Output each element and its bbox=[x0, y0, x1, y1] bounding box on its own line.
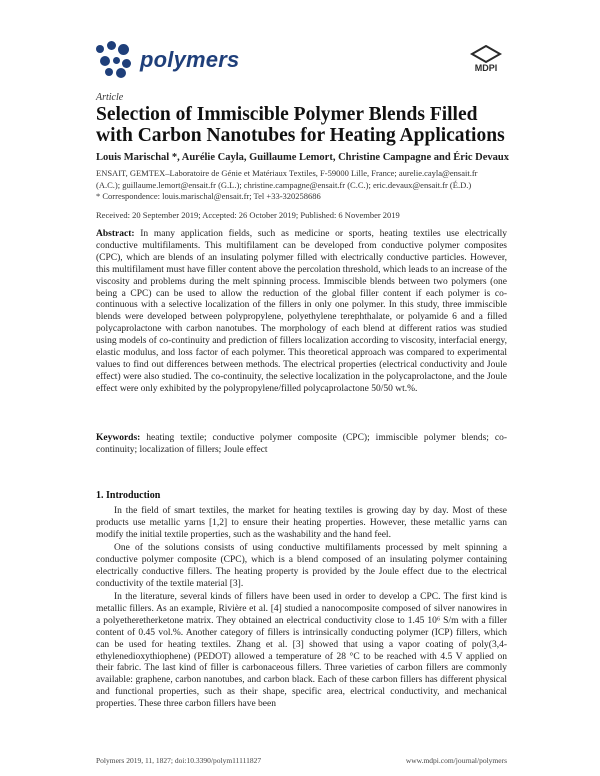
abstract bbox=[96, 229, 507, 396]
page-footer bbox=[96, 756, 507, 765]
article-type: Article bbox=[96, 92, 124, 103]
author-list: Louis Marischal *, Aurélie Cayla, Guillaume Lemort, Christine Campagne and Éric Devaux bbox=[96, 152, 509, 163]
keywords-text: heating textile; conductive polymer composite (CPC); immiscible polymer blends; co-continuity; localization of fillers; Joule effect bbox=[96, 433, 508, 455]
correspondence-line: * Correspondence: louis.marischal@ensait.fr; Tel +33-320258686 bbox=[96, 191, 321, 201]
affiliation-block bbox=[96, 168, 516, 203]
journal-logo bbox=[96, 41, 239, 79]
affiliation-line: ENSAIT, GEMTEX–Laboratoire de Génie et Matériaux Textiles, F-59000 Lille, France; aurelie.cayla@ensait.fr bbox=[96, 168, 478, 178]
body-paragraph: In the field of smart textiles, the market for heating textiles is growing day by day. Most of these products use metallic yarns [1,2] to ensure their heating properties. However, these metallic yarns can modify the initial textile properties, such as the washability and the hand feel. bbox=[96, 506, 507, 540]
mdpi-logo-text: MDPI bbox=[474, 63, 498, 73]
citation: Polymers 2019, 11, 1827; doi:10.3390/polym11111827 bbox=[96, 756, 262, 765]
mdpi-logo bbox=[466, 45, 506, 73]
keywords bbox=[96, 432, 507, 456]
affiliation-line: (A.C.); guillaume.lemort@ensait.fr (G.L.); christine.campagne@ensait.fr (C.C.); eric.devaux@ensait.fr (É.D.) bbox=[96, 179, 472, 190]
journal-url: www.mdpi.com/journal/polymers bbox=[405, 756, 507, 765]
body-paragraph: One of the solutions consists of using conductive multifilaments processed by melt spinning a conductive polymer composite (CPC), which is a blend composed of an insulating polymer containing electrically conductive fillers. The heating property is provided by the Joule effect due to the electrical conductivity of the textile material [3]. bbox=[96, 543, 507, 589]
keywords-label: Keywords: bbox=[96, 433, 141, 443]
body-paragraph: In the literature, several kinds of fillers have been used in order to develop a CPC. The first kind is metallic fillers. As an example, Rivière et al. [4] studied a nanocomposite composed of silver nanowires in a polyetheretherketone matrix. They obtained an electrical conductivity close to 1.45 10⁶ S/m with a filler content of 0.45 vol.%. Another category of fillers is intrinsically conducting polymer (ICP) fillers, which can be used for heating textiles. Zhang et al. [3] showed that using a vapor coating of poly(3,4-ethylenedioxythiophene) (PEDOT) allowed a temperature of 28 °C to be reached with 4.5 V applied on their fabric. The last kind of filler is carbonaceous fillers. Three varieties of carbon fillers are commonly available: graphene, carbon nanotubes, and carbon black. Each of these carbon fillers has different physical and functional properties, such as their shape, specific area, electrical conductivity, and mechanical properties. These three carbon fillers have been bbox=[96, 592, 507, 710]
abstract-text: In many application fields, such as medicine or sports, heating textiles use electrically conductive multifilaments. This multifilament can be developed from conductive polymer composites (CPC), which are blends of an insulating polymer filled with electrically conductive particles. However, this multifilament must have filler content above the percolation threshold, which leads to an increase of the viscosity and problems during the melt spinning process. Immiscible blends between two polymers (one being a CPC) can be used to allow the reduction of the global filler content if each polymer is co-continuous with a selective localization of the fillers in only one polymer. In this study, three immiscible blends were developed between polypropylene, polyethylene terephthalate, or polyamide 6 and a filled polycaprolactone with carbon nanotubes. The morphology of each blend at different ratios was studied using models of co-continuity and prediction of fillers localization according to viscosity, interfacial energy, elastic modulus, and loss factor of each polymer. This theoretical approach was compared to experimental values to find out differences between methods. The electrical properties (electrical conductivity and Joule effect) were also studied. The co-continuity, the selective localization in the polycaprolactone, and the Joule effect were only exhibited by the polypropylene/filled polycaprolactone 50/50 wt.%. bbox=[96, 229, 507, 394]
section-heading: 1. Introduction bbox=[96, 490, 161, 501]
article-title: Selection of Immiscible Polymer Blends Filled with Carbon Nanotubes for Heating Applications bbox=[96, 104, 505, 146]
journal-logo-icon bbox=[96, 41, 134, 79]
abstract-label: Abstract: bbox=[96, 229, 135, 239]
journal-name: polymers bbox=[140, 47, 240, 72]
mdpi-logo-icon bbox=[469, 45, 503, 65]
publication-dates: Received: 20 September 2019; Accepted: 26 October 2019; Published: 6 November 2019 bbox=[96, 210, 400, 220]
